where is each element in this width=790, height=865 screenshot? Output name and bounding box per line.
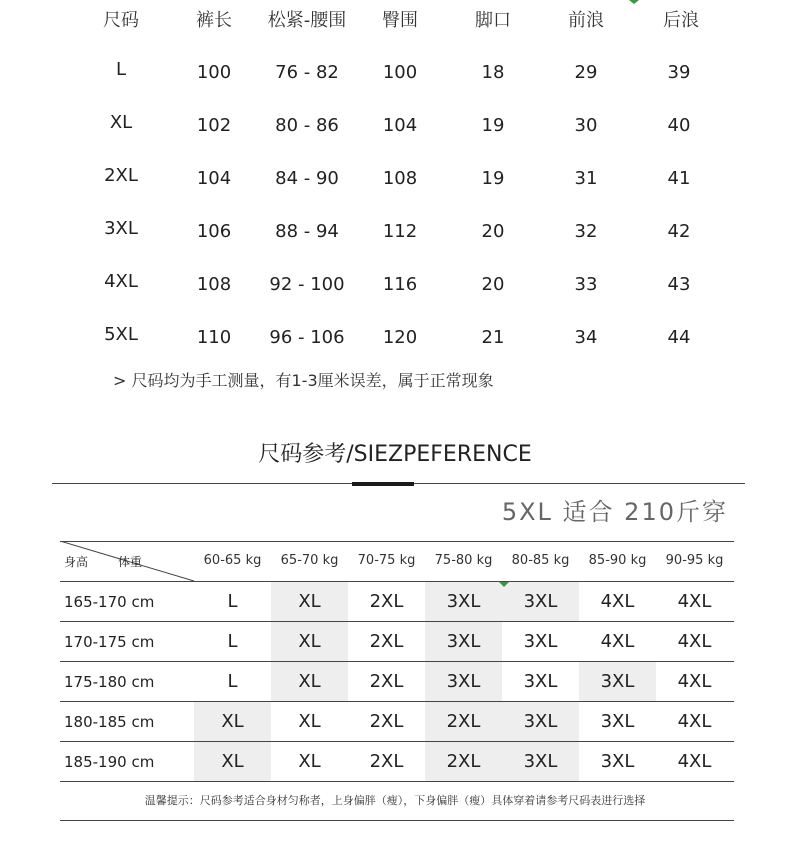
bottom-divider xyxy=(60,820,734,821)
green-cell-mark-icon xyxy=(499,582,509,587)
cell-front-rise: 33 xyxy=(574,274,598,295)
recommended-size-cell: 4XL xyxy=(677,631,712,652)
recommended-size-cell: XL xyxy=(298,751,321,772)
size-table-row xyxy=(0,58,790,88)
recommended-size-cell: L xyxy=(227,631,238,652)
corner-height-label: 身高 xyxy=(64,555,89,569)
recommended-size-cell: 3XL xyxy=(502,742,579,781)
recommended-size-cell: L xyxy=(227,591,238,612)
height-label: 180-185 cm xyxy=(64,713,155,731)
cell-pants-length: 106 xyxy=(196,221,232,242)
cell-waist: 80 - 86 xyxy=(275,115,339,136)
title-underline-accent xyxy=(352,482,414,486)
cell-pants-length: 110 xyxy=(196,327,232,348)
recommended-size-cell: XL xyxy=(271,662,348,701)
cell-leg-opening: 21 xyxy=(481,327,505,348)
sizing-tip: 温馨提示：尺码参考适合身材匀称者，上身偏胖（瘦），下身偏胖（瘦）具体穿着请参考尺码表进行选择 xyxy=(144,794,646,807)
size-reference-table xyxy=(60,541,734,782)
cell-pants-length: 108 xyxy=(196,274,232,295)
recommended-size-cell: 3XL xyxy=(600,751,635,772)
recommended-size-cell: 3XL xyxy=(502,702,579,741)
recommended-size-cell: XL xyxy=(271,622,348,661)
recommended-size-cell: 3XL xyxy=(523,671,558,692)
recommended-size-cell: 3XL xyxy=(579,662,656,701)
header-pants-length: 裤长 xyxy=(196,10,232,31)
recommended-size-cell: XL xyxy=(271,582,348,621)
cell-leg-opening: 19 xyxy=(481,168,505,189)
header-size: 尺码 xyxy=(103,10,139,31)
weight-header: 80-85 kg xyxy=(511,553,570,568)
cell-front-rise: 32 xyxy=(574,221,598,242)
cell-hip: 104 xyxy=(382,115,418,136)
cell-size: 2XL xyxy=(104,165,138,186)
cell-back-rise: 43 xyxy=(667,274,691,295)
cell-pants-length: 100 xyxy=(196,62,232,83)
cell-hip: 120 xyxy=(382,327,418,348)
cell-back-rise: 41 xyxy=(667,168,691,189)
recommended-size-cell: XL xyxy=(298,711,321,732)
size-table-row xyxy=(0,270,790,300)
recommended-size-cell: 4XL xyxy=(600,631,635,652)
height-label: 165-170 cm xyxy=(64,593,155,611)
height-label: 185-190 cm xyxy=(64,753,155,771)
cell-hip: 100 xyxy=(382,62,418,83)
green-corner-mark-icon xyxy=(629,0,639,4)
cell-hip: 108 xyxy=(382,168,418,189)
cell-waist: 76 - 82 xyxy=(275,62,339,83)
fit-note: 5XL 适合 210斤穿 xyxy=(501,498,728,526)
recommended-size-cell: 2XL xyxy=(369,671,404,692)
size-table-header xyxy=(0,6,790,36)
height-label: 170-175 cm xyxy=(64,633,155,651)
recommended-size-cell: XL xyxy=(194,742,271,781)
size-table-row xyxy=(0,323,790,353)
recommended-size-cell: 2XL xyxy=(425,742,502,781)
recommended-size-cell: 2XL xyxy=(425,702,502,741)
recommended-size-cell: 2XL xyxy=(369,751,404,772)
corner-weight-label: 体重 xyxy=(118,555,143,569)
cell-leg-opening: 18 xyxy=(481,62,505,83)
recommended-size-cell: 2XL xyxy=(369,591,404,612)
recommended-size-cell: 2XL xyxy=(369,711,404,732)
cell-front-rise: 29 xyxy=(574,62,598,83)
cell-size: 4XL xyxy=(104,271,138,292)
header-hip: 臀围 xyxy=(382,10,418,31)
recommended-size-cell: 3XL xyxy=(425,582,502,621)
cell-front-rise: 30 xyxy=(574,115,598,136)
cell-hip: 116 xyxy=(382,274,418,295)
cell-pants-length: 102 xyxy=(196,115,232,136)
header-front-rise: 前浪 xyxy=(568,10,604,31)
cell-back-rise: 39 xyxy=(667,62,691,83)
cell-size: 5XL xyxy=(104,324,138,345)
cell-back-rise: 44 xyxy=(667,327,691,348)
size-table-row xyxy=(0,217,790,247)
header-leg-opening: 脚口 xyxy=(475,10,511,31)
recommended-size-cell: 4XL xyxy=(677,591,712,612)
weight-header: 70-75 kg xyxy=(357,553,416,568)
cell-size: 3XL xyxy=(104,218,138,239)
cell-front-rise: 31 xyxy=(574,168,598,189)
recommended-size-cell: 3XL xyxy=(502,582,579,621)
section-title: 尺码参考/SIEZPEFERENCE xyxy=(258,442,532,467)
recommended-size-cell: 3XL xyxy=(425,622,502,661)
cell-waist: 84 - 90 xyxy=(275,168,339,189)
recommended-size-cell: 4XL xyxy=(677,751,712,772)
weight-header: 85-90 kg xyxy=(588,553,647,568)
cell-waist: 88 - 94 xyxy=(275,221,339,242)
measurement-note: > 尺码均为手工测量，有1-3厘米误差，属于正常现象 xyxy=(113,371,494,390)
header-back-rise: 后浪 xyxy=(663,10,699,31)
recommended-size-cell: XL xyxy=(194,702,271,741)
cell-leg-opening: 20 xyxy=(481,221,505,242)
recommended-size-cell: 2XL xyxy=(369,631,404,652)
cell-back-rise: 42 xyxy=(667,221,691,242)
size-table-row xyxy=(0,111,790,141)
weight-header: 90-95 kg xyxy=(665,553,724,568)
cell-pants-length: 104 xyxy=(196,168,232,189)
cell-size: L xyxy=(115,59,127,80)
cell-back-rise: 40 xyxy=(667,115,691,136)
cell-hip: 112 xyxy=(382,221,418,242)
height-label: 175-180 cm xyxy=(64,673,155,691)
recommended-size-cell: 3XL xyxy=(523,631,558,652)
recommended-size-cell: L xyxy=(227,671,238,692)
recommended-size-cell: 4XL xyxy=(600,591,635,612)
cell-leg-opening: 20 xyxy=(481,274,505,295)
recommended-size-cell: 4XL xyxy=(677,711,712,732)
weight-header: 60-65 kg xyxy=(203,553,262,568)
recommended-size-cell: 3XL xyxy=(600,711,635,732)
header-waist: 松紧-腰围 xyxy=(267,10,347,31)
cell-leg-opening: 19 xyxy=(481,115,505,136)
cell-front-rise: 34 xyxy=(574,327,598,348)
weight-header: 75-80 kg xyxy=(434,553,493,568)
size-table-row xyxy=(0,164,790,194)
weight-header: 65-70 kg xyxy=(280,553,339,568)
recommended-size-cell: 3XL xyxy=(425,662,502,701)
recommended-size-cell: 4XL xyxy=(677,671,712,692)
cell-waist: 96 - 106 xyxy=(269,327,345,348)
cell-size: XL xyxy=(109,112,133,133)
cell-waist: 92 - 100 xyxy=(269,274,345,295)
